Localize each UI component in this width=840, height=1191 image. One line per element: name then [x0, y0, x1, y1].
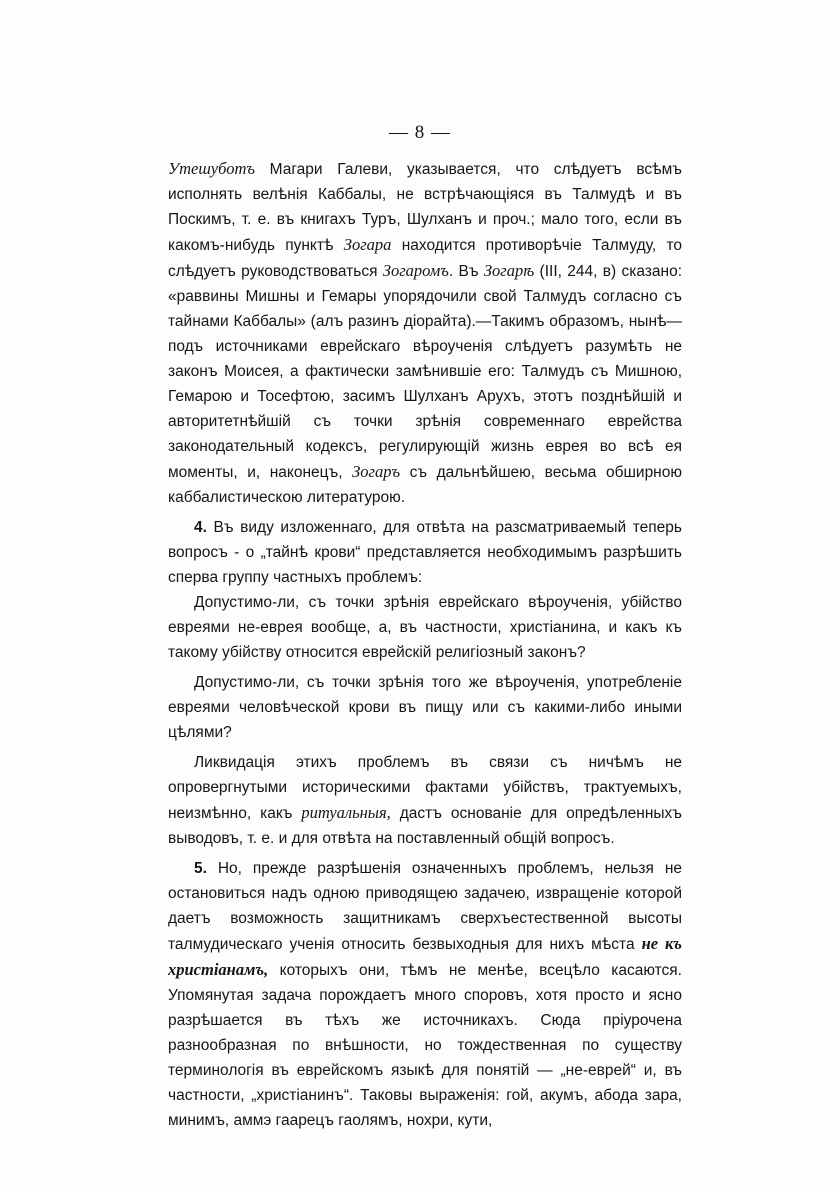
paragraph-1 [168, 156, 682, 510]
page-number: — 8 — [389, 122, 451, 143]
paragraph-4 [168, 670, 682, 745]
paragraph-number-4: 4. [194, 519, 207, 536]
paragraph-4-text: Допустимо-ли, съ точки зрѣнія того же вѣроученія, употребленіе евреями человѣческой крови въ пищу или съ какими-либо иными цѣлями? [168, 674, 682, 741]
paragraph-6-text-b: которыхъ они, тѣмъ не менѣе, всецѣло касаются. Упомянутая задача порождаетъ много споровъ, хотя просто и ясно разрѣшается въ тѣхъ же источникахъ. Сюда пріурочена разнообразная по внѣшности, но тождественная по существу терминологія въ еврейскомъ языкѣ для понятій — „не-еврей“ и, въ частности, „христіанинъ“. Таковы выраженія: гой, акумъ, абода зара, минимъ, аммэ гаарецъ гаолямъ, нохри, кути, [168, 962, 682, 1129]
text-body [168, 156, 682, 1133]
paragraph-6-text-a: Но, прежде разрѣшенія означенныхъ проблемъ, нельзя не остановиться надъ одною приводящею задачею, извращеніе которой даетъ возможность защитникамъ сверхъестественной высоты талмудическаго ученія относить безвыходныя для нихъ мѣста [168, 860, 682, 953]
italic-term-ne-k-khristianam: не къ христіанамъ, [168, 934, 682, 979]
italic-term-zogar: Зогаръ [352, 462, 401, 481]
paragraph-5-text-a: Ликвидація этихъ проблемъ въ связи съ ничѣмъ не опровергнутыми историческими фактами убійствъ, трактуемыхъ, неизмѣнно, какъ [168, 754, 682, 822]
paragraph-3 [168, 590, 682, 665]
paragraph-6 [168, 856, 682, 1133]
paragraph-number-5: 5. [194, 860, 207, 877]
paragraph-1-text-e: съ дальнѣйшею, весьма обширною каббалистическою литературою. [168, 464, 682, 506]
paragraph-5 [168, 750, 682, 851]
italic-term-ritualnyya: ритуальныя, [301, 803, 391, 822]
italic-term-zogare: Зогарѣ [483, 261, 535, 280]
paragraph-1-text-b: находится противорѣчіе Талмуду, то слѣдуетъ руководствоваться [168, 237, 682, 280]
paragraph-1-text-a: Магари Галеви, указывается, что слѣдуетъ всѣмъ исполнять велѣнія Каббалы, не встрѣчающіяся въ Талмудѣ и въ Поскимъ, т. е. въ книгахъ Туръ, Шулханъ и проч.; мало того, если въ какомъ-нибудь пунктѣ [168, 161, 682, 254]
paragraph-2-text: Въ виду изложеннаго, для отвѣта на разсматриваемый теперь вопросъ - о „тайнѣ крови“ представляется необходимымъ разрѣшить сперва группу частныхъ проблемъ: [168, 519, 682, 586]
paragraph-3-text: Допустимо-ли, съ точки зрѣнія еврейскаго вѣроученія, убійство евреями не-еврея вообще, а, въ частности, христіанина, и какъ къ такому убійству относится еврейскій религіозный законъ? [168, 594, 682, 661]
italic-term-zogarom: Зогаромъ [382, 261, 449, 280]
paragraph-1-text-c: . Въ [448, 263, 484, 280]
paragraph-5-text-b: дастъ основаніе для опредѣленныхъ выводовъ, т. е. и для отвѣта на поставленный общій вопросъ. [168, 805, 682, 847]
italic-term-zogara: Зогара [343, 235, 392, 254]
italic-term-utesh-ubot: Утешуботъ [168, 159, 255, 178]
paragraph-1-text-d: (III, 244, в) сказано: «раввины Мишны и Гемары упорядочили свой Талмудъ согласно съ тайнами Каббалы» (алъ разинъ діорайта).—Такимъ образомъ, нынѣ—подъ источниками еврейскаго вѣроученія слѣдуетъ разумѣть не законъ Моисея, а фактически замѣнившіе его: Талмудъ съ Мишною, Гемарою и Тосефтою, засимъ Шулханъ Арухъ, этотъ позднѣйшій и авторитетнѣйшій съ точки зрѣнія современнаго еврейства законодательный кодексъ, регулирующій жизнь еврея во всѣ ея моменты, и, наконецъ, [168, 263, 682, 481]
paragraph-2 [168, 515, 682, 590]
